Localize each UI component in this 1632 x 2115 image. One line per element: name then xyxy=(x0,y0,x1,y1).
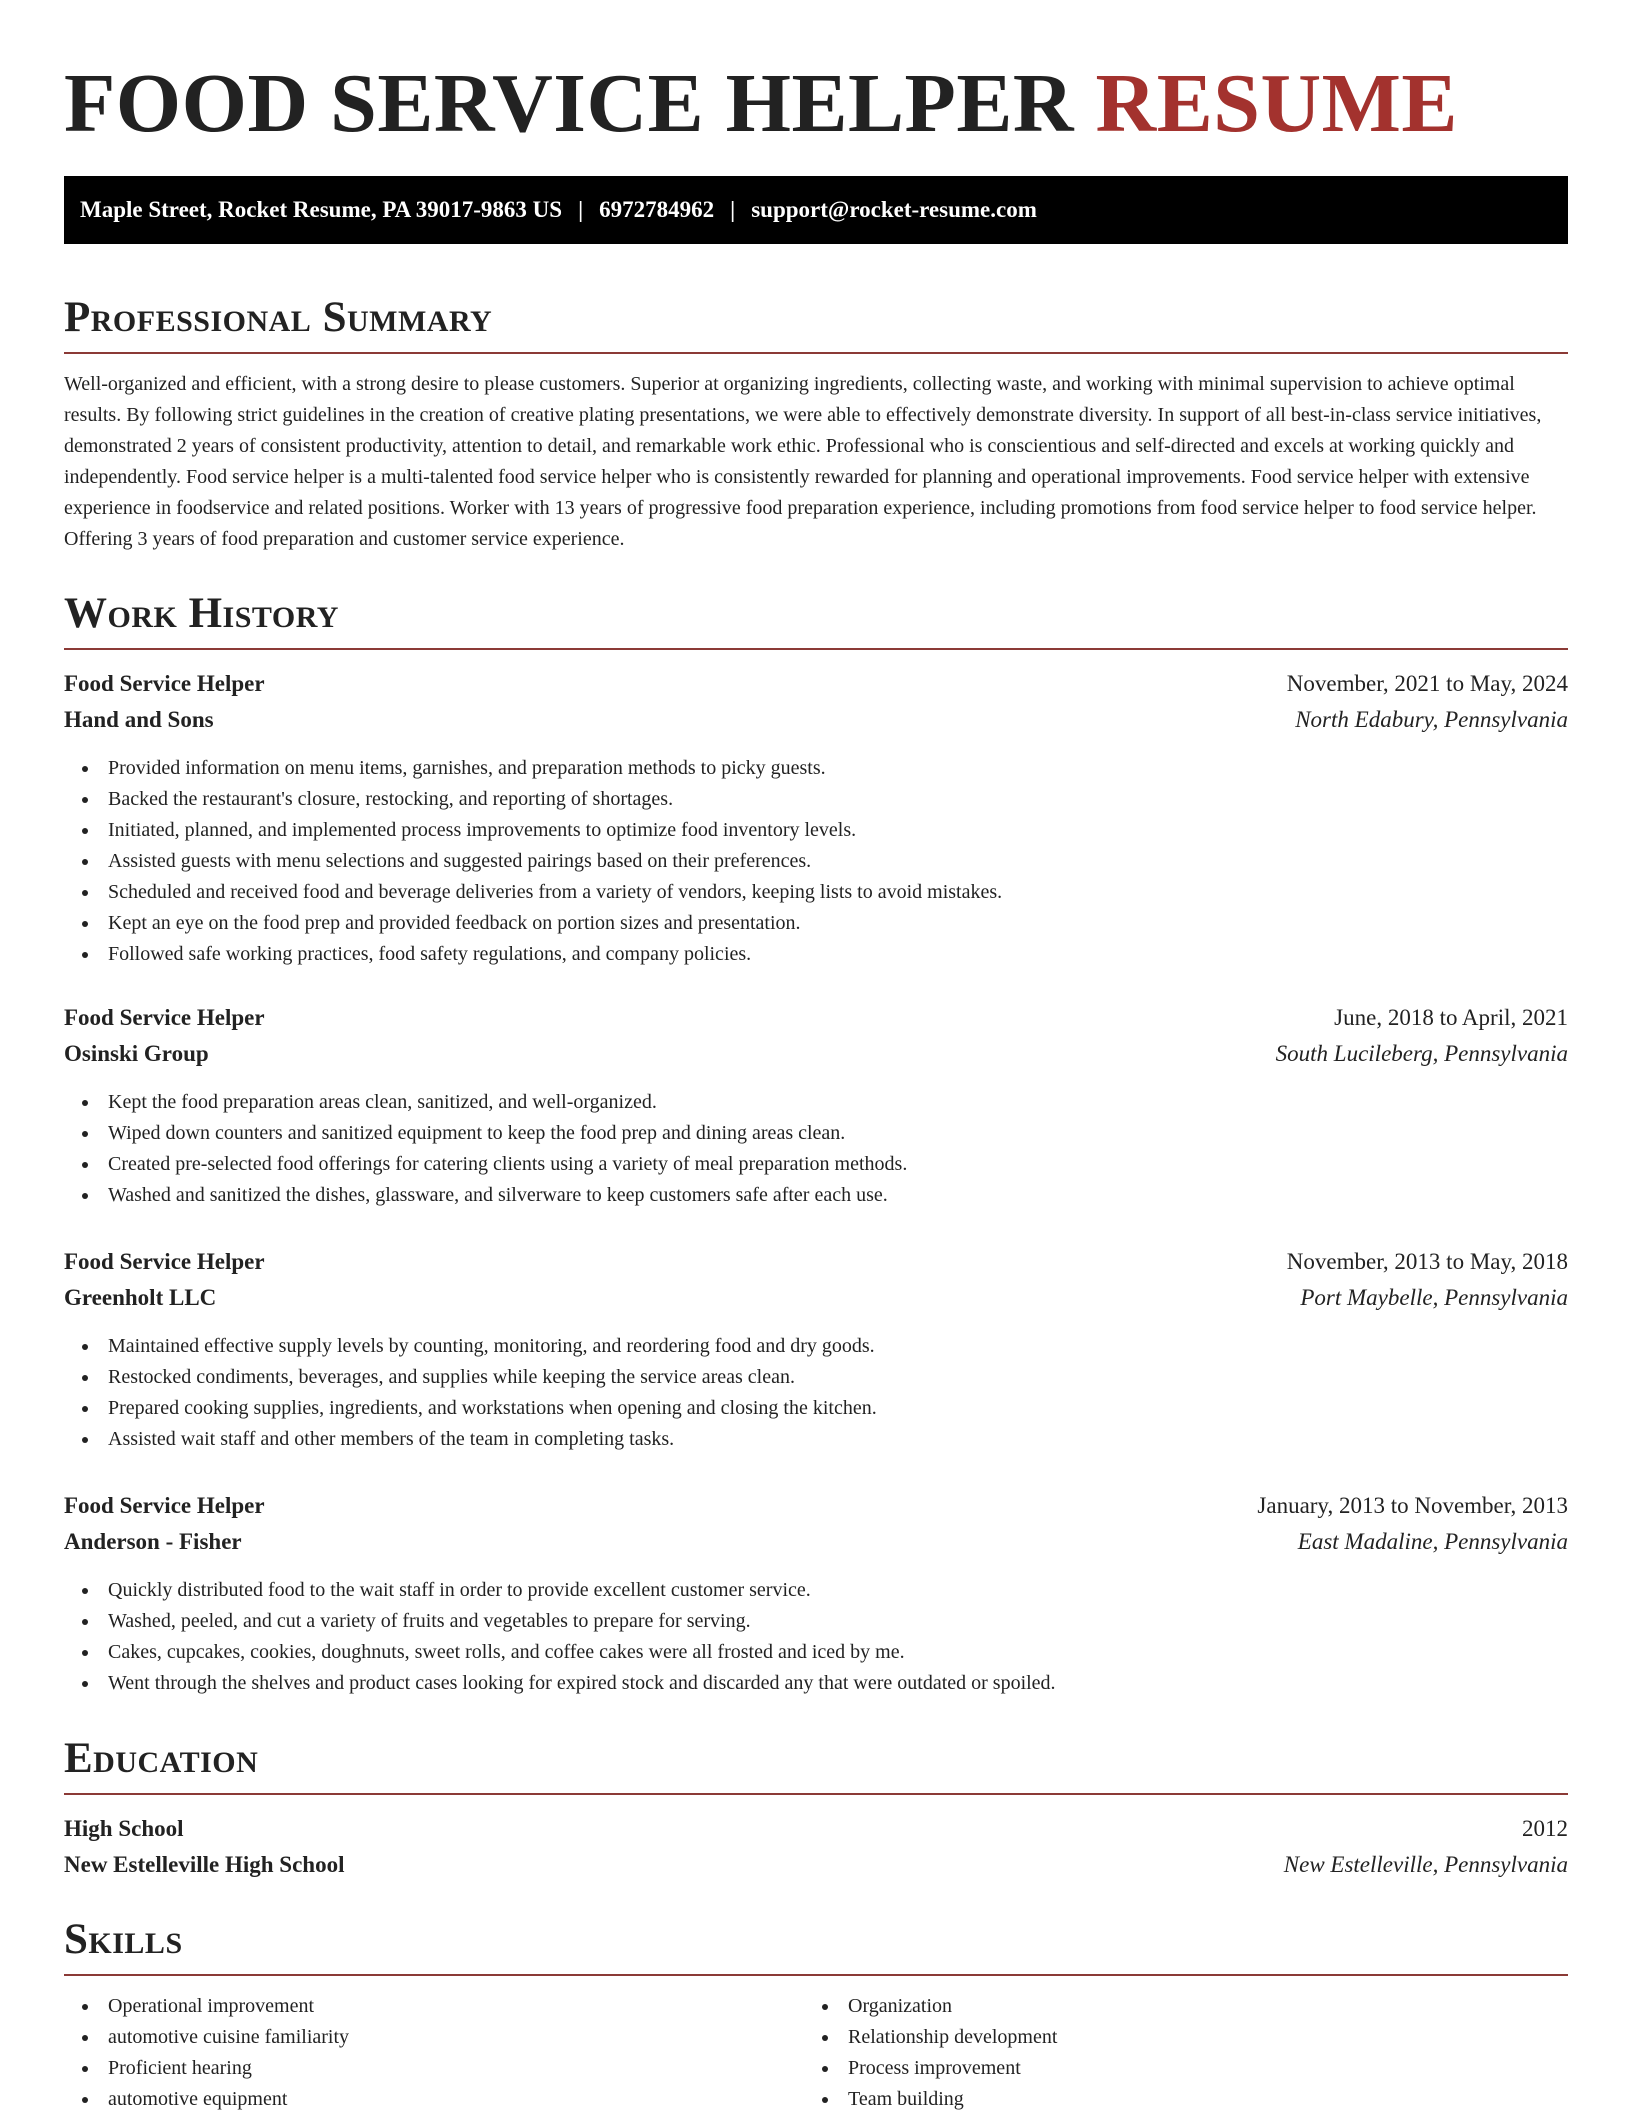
job-bullet-list xyxy=(64,1575,1568,1699)
job-company: Greenholt LLC xyxy=(64,1285,217,1310)
job-company: Osinski Group xyxy=(64,1041,209,1066)
contact-bar xyxy=(64,176,1568,244)
list-item: Cakes, cupcakes, cookies, doughnuts, sweet rolls, and coffee cakes were all frosted and iced by me. xyxy=(64,1637,1568,1668)
skill-item: Relationship development xyxy=(804,2022,1544,2053)
education-degree: High School xyxy=(64,1816,184,1841)
summary-text: Well-organized and efficient, with a strong desire to please customers. Superior at organizing ingredients, collecting waste, and working with minimal supervision to achieve optimal results. By following strict guidelines in the creation of creative plating presentations, we were able to effectively demonstrate diversity. In support of all best-in-class service initiatives, demonstrated 2 years of consistent productivity, attention to detail, and remarkable work ethic. Professional who is conscientious and self-directed and excels at working quickly and independently. Food service helper is a multi-talented food service helper who is consistently rewarded for planning and operational improvements. Food service helper with extensive experience in foodservice and related positions. Worker with 13 years of progressive food preparation experience, including promotions from food service helper to food service helper. Offering 3 years of food preparation and customer service experience. xyxy=(64,373,1542,550)
education-year: 2012 xyxy=(1522,1816,1568,1841)
job-location: Port Maybelle, Pennsylvania xyxy=(1300,1285,1568,1310)
job-title-row xyxy=(64,1488,1568,1524)
job-title: Food Service Helper xyxy=(64,1005,265,1030)
list-item: Assisted wait staff and other members of the team in completing tasks. xyxy=(64,1424,1568,1455)
list-item: Washed and sanitized the dishes, glassware, and silverware to keep customers safe after each use. xyxy=(64,1180,1568,1211)
list-item: Prepared cooking supplies, ingredients, and workstations when opening and closing the kitchen. xyxy=(64,1393,1568,1424)
list-item: Quickly distributed food to the wait staff in order to provide excellent customer service. xyxy=(64,1575,1568,1606)
list-item: Maintained effective supply levels by counting, monitoring, and reordering food and dry goods. xyxy=(64,1331,1568,1362)
job-title: Food Service Helper xyxy=(64,1493,265,1518)
list-item: Scheduled and received food and beverage deliveries from a variety of vendors, keeping lists to avoid mistakes. xyxy=(64,877,1568,908)
list-item: Created pre-selected food offerings for catering clients using a variety of meal preparation methods. xyxy=(64,1149,1568,1180)
job-bullet-list xyxy=(64,1331,1568,1455)
skill-item: automotive equipment xyxy=(64,2084,804,2115)
contact-email: support@rocket-resume.com xyxy=(751,197,1037,222)
list-item: Provided information on menu items, garnishes, and preparation methods to picky guests. xyxy=(64,753,1568,784)
job-title-row xyxy=(64,1244,1568,1280)
job-location: South Lucileberg, Pennsylvania xyxy=(1275,1041,1568,1066)
job-dates: November, 2013 to May, 2018 xyxy=(1286,1249,1568,1274)
skill-item: Proficient hearing xyxy=(64,2053,804,2084)
contact-separator: | xyxy=(578,197,584,222)
education-location: New Estelleville, Pennsylvania xyxy=(1283,1852,1568,1877)
education-degree-row xyxy=(64,1811,1568,1847)
list-item: Washed, peeled, and cut a variety of fruits and vegetables to prepare for serving. xyxy=(64,1606,1568,1637)
skill-item: automotive cuisine familiarity xyxy=(64,2022,804,2053)
skills-list-right xyxy=(804,1991,1544,2115)
list-item: Kept an eye on the food prep and provided feedback on portion sizes and presentation. xyxy=(64,908,1568,939)
work-history-heading: Work History xyxy=(64,590,339,637)
skills-section-header xyxy=(64,1912,1568,1976)
summary-heading: Professional Summary xyxy=(64,294,493,341)
job-title: Food Service Helper xyxy=(64,1249,265,1274)
list-item: Restocked condiments, beverages, and supplies while keeping the service areas clean. xyxy=(64,1362,1568,1393)
job-bullet-list xyxy=(64,753,1568,970)
resume-title xyxy=(64,56,1458,152)
job-company: Anderson - Fisher xyxy=(64,1529,242,1554)
job-location: North Edabury, Pennsylvania xyxy=(1295,707,1568,732)
skill-item: Operational improvement xyxy=(64,1991,804,2022)
contact-phone: 6972784962 xyxy=(599,197,715,222)
job-dates: June, 2018 to April, 2021 xyxy=(1334,1005,1568,1030)
job-company-row xyxy=(64,1524,1568,1560)
job-company-row xyxy=(64,1280,1568,1316)
job-location: East Madaline, Pennsylvania xyxy=(1297,1529,1568,1554)
skill-item: Team building xyxy=(804,2084,1544,2115)
job-company: Hand and Sons xyxy=(64,707,214,732)
skill-item: Process improvement xyxy=(804,2053,1544,2084)
job-bullet-list xyxy=(64,1087,1568,1211)
job-dates: January, 2013 to November, 2013 xyxy=(1257,1493,1568,1518)
job-title-row xyxy=(64,666,1568,702)
title-accent: RESUME xyxy=(1095,57,1458,150)
skill-item: Organization xyxy=(804,1991,1544,2022)
skills-list-left xyxy=(64,1991,804,2115)
title-main: FOOD SERVICE HELPER xyxy=(64,57,1075,150)
summary-section-header xyxy=(64,290,1568,354)
work-history-section-header xyxy=(64,586,1568,650)
education-section-header xyxy=(64,1731,1568,1795)
job-title: Food Service Helper xyxy=(64,671,265,696)
skills-heading: Skills xyxy=(64,1916,183,1963)
list-item: Backed the restaurant's closure, restocking, and reporting of shortages. xyxy=(64,784,1568,815)
list-item: Kept the food preparation areas clean, sanitized, and well-organized. xyxy=(64,1087,1568,1118)
education-school-row xyxy=(64,1847,1568,1883)
list-item: Went through the shelves and product cases looking for expired stock and discarded any that were outdated or spoiled. xyxy=(64,1668,1568,1699)
list-item: Initiated, planned, and implemented process improvements to optimize food inventory levels. xyxy=(64,815,1568,846)
job-dates: November, 2021 to May, 2024 xyxy=(1286,671,1568,696)
contact-separator: | xyxy=(730,197,736,222)
education-heading: Education xyxy=(64,1735,259,1782)
education-school: New Estelleville High School xyxy=(64,1852,345,1877)
contact-address: Maple Street, Rocket Resume, PA 39017-9863 US xyxy=(80,197,563,222)
job-company-row xyxy=(64,1036,1568,1072)
job-title-row xyxy=(64,1000,1568,1036)
list-item: Assisted guests with menu selections and suggested pairings based on their preferences. xyxy=(64,846,1568,877)
list-item: Followed safe working practices, food safety regulations, and company policies. xyxy=(64,939,1568,970)
job-company-row xyxy=(64,702,1568,738)
list-item: Wiped down counters and sanitized equipment to keep the food prep and dining areas clean. xyxy=(64,1118,1568,1149)
